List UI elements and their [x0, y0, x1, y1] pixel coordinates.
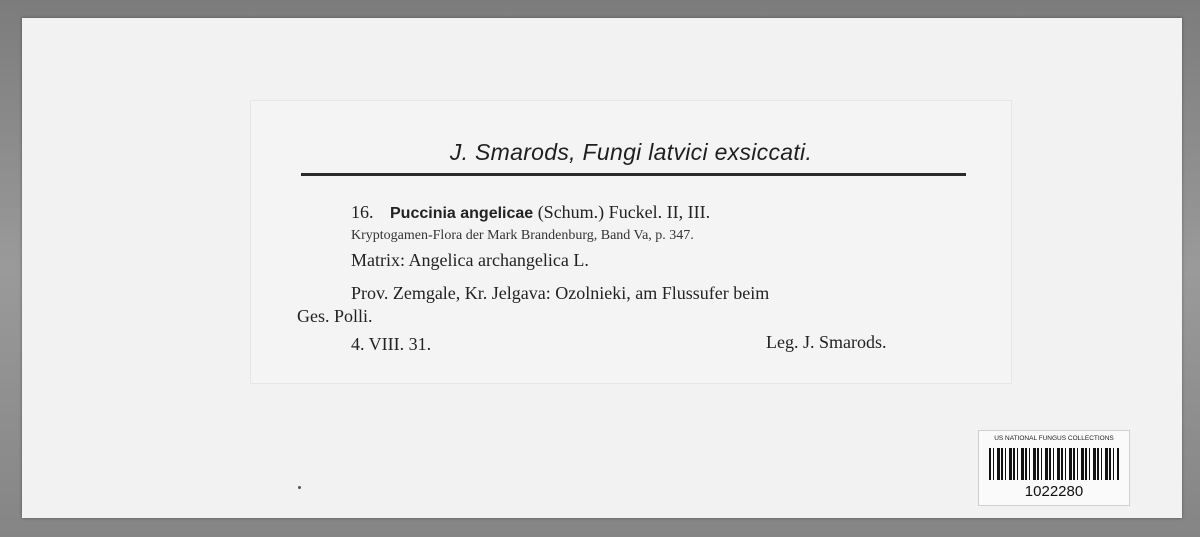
barcode-label [978, 430, 1130, 506]
collector: Leg. J. Smarods. [766, 332, 887, 352]
species-line [351, 202, 710, 223]
paper-speck [298, 486, 301, 489]
locality-line-1: Prov. Zemgale, Kr. Jelgava: Ozolnieki, am Flussufer beim [351, 283, 770, 303]
label-heading: J. Smarods, Fungi latvici exsiccati. [449, 139, 813, 165]
reference-line: Kryptogamen-Flora der Mark Brandenburg, Band Va, p. 347. [351, 228, 694, 243]
exsiccata-number: 16. [351, 202, 374, 222]
matrix-line: Matrix: Angelica archangelica L. [351, 250, 589, 270]
heading-rule [301, 173, 966, 176]
locality-line-2: Ges. Polli. [297, 306, 373, 326]
barcode-number: 1022280 [1024, 483, 1084, 500]
specimen-label [250, 100, 1012, 384]
species-authority: (Schum.) Fuckel. II, III. [537, 202, 711, 222]
collection-date: 4. VIII. 31. [351, 334, 432, 354]
barcode-title: US NATIONAL FUNGUS COLLECTIONS [994, 435, 1114, 442]
species-name: Puccinia angelicae [390, 205, 534, 222]
barcode-icon [989, 448, 1119, 480]
